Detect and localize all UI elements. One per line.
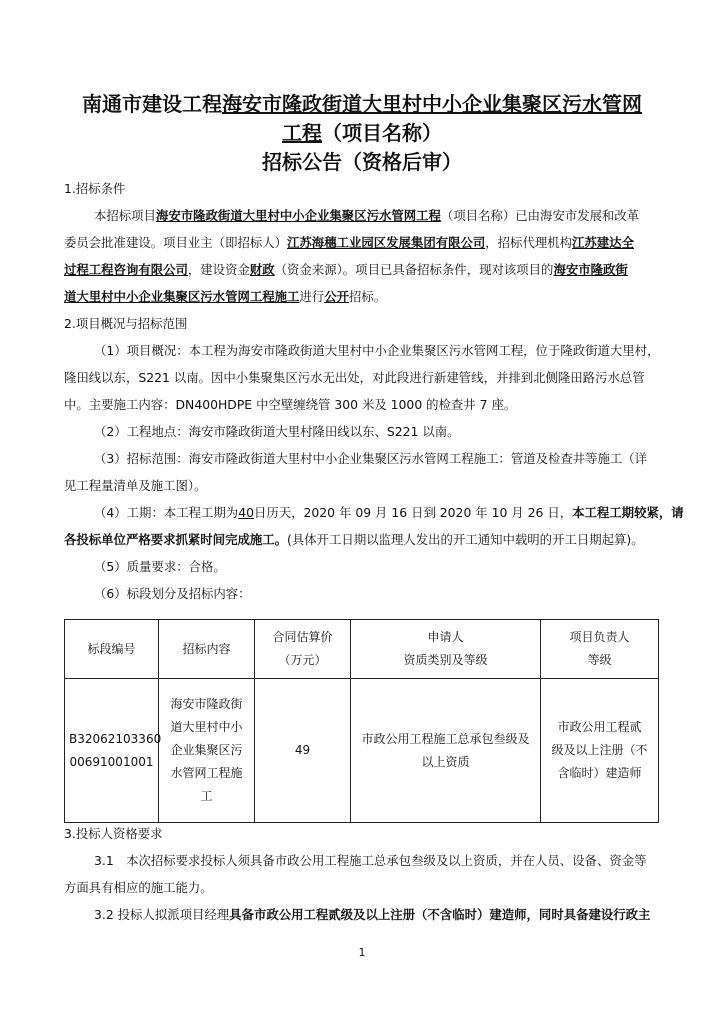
- s2-p5: （5）质量要求：合格。: [94, 559, 226, 574]
- header-manager: 项目负责人 等级: [541, 620, 659, 679]
- header-content: 招标内容: [159, 620, 255, 679]
- cell-code: B32062103360 00691001001: [65, 679, 159, 823]
- s2-p3-line-2: 见工程量清单及施工图）。: [64, 478, 207, 493]
- s1-line-1: 本招标项目海安市隆政街道大里村中小企业集聚区污水管网工程（项目名称）已由海安市发展和改革: [94, 208, 640, 223]
- table-row: [65, 679, 659, 823]
- bid-section-table: [64, 619, 659, 823]
- cell-content: 海安市隆政街 道大里村中小 企业集聚区污 水管网工程施 工: [159, 679, 255, 823]
- title-line-2: 工程（项目名称）: [282, 121, 442, 145]
- header-qualification: 申请人 资质类别及等级: [351, 620, 541, 679]
- section-2-heading: 2.项目概况与招标范围: [64, 316, 188, 331]
- s3-p1-line-2: 方面具有相应的施工能力。: [64, 880, 213, 895]
- s2-p4-line-2: 各投标单位严格要求抓紧时间完成施工。(具体开工日期以监理人发出的开工通知中载明的开工日期起算)。: [64, 532, 644, 547]
- s1-line-4: 道大里村中小企业集聚区污水管网工程施工进行公开招标。: [64, 289, 387, 304]
- title-line-1: 南通市建设工程海安市隆政街道大里村中小企业集聚区污水管网: [82, 92, 642, 116]
- cell-price: 49: [255, 679, 351, 823]
- table-header-row: [65, 620, 659, 679]
- notice-title: 招标公告（资格后审）: [262, 150, 462, 174]
- section-3-heading: 3.投标人资格要求: [64, 826, 163, 841]
- s2-p2: （2）工程地点：海安市隆政街道大里村隆田线以东、S221 以南。: [94, 424, 460, 439]
- s2-p1-line-1: （1）项目概况：本工程为海安市隆政街道大里村中小企业集聚区污水管网工程，位于隆政街道大里村，: [94, 343, 660, 358]
- cell-qualification: 市政公用工程施工总承包叁级及 以上资质: [351, 679, 541, 823]
- s2-p4-line-1: （4）工期：本工程工期为40日历天，2020 年 09 月 16 日到 2020 年 10 月 26 日，本工程工期较紧，请: [94, 505, 684, 520]
- s3-p2: 3.2 投标人拟派项目经理具备市政公用工程贰级及以上注册（不含临时）建造师，同时具备建设行政主: [94, 907, 651, 922]
- cell-manager: 市政公用工程贰 级及以上注册（不 含临时）建造师: [541, 679, 659, 823]
- s2-p3-line-1: （3）招标范围：海安市隆政街道大里村中小企业集聚区污水管网工程施工：管道及检查井等施工（详: [94, 451, 648, 466]
- s1-line-2: 委员会批准建设。项目业主（即招标人）江苏海穗工业园区发展集团有限公司，招标代理机构江苏建达全: [64, 235, 634, 250]
- page-number: 1: [358, 946, 366, 959]
- section-1-heading: 1.招标条件: [64, 181, 126, 196]
- s2-p1-line-3: 中。主要施工内容：DN400HDPE 中空壁缠绕管 300 米及 1000 的检查井 7 座。: [64, 397, 517, 412]
- header-code: 标段编号: [65, 620, 159, 679]
- s2-p6: （6）标段划分及招标内容：: [94, 586, 251, 601]
- header-price: 合同估算价 （万元）: [255, 620, 351, 679]
- s2-p1-line-2: 隆田线以东，S221 以南。因中小集聚集区污水无出处，对此段进行新建管线，并排到北侧隆田路污水总管: [64, 370, 645, 385]
- project-name: 海安市隆政街道大里村中小企业集聚区污水管网: [222, 92, 642, 116]
- s1-line-3: 过程工程咨询有限公司，建设资金财政（资金来源）。项目已具备招标条件，现对该项目的海安市隆政街: [64, 262, 628, 277]
- s3-p1-line-1: 3.1 本次招标要求投标人须具备市政公用工程施工总承包叁级及以上资质，并在人员、设备、资金等: [94, 853, 647, 868]
